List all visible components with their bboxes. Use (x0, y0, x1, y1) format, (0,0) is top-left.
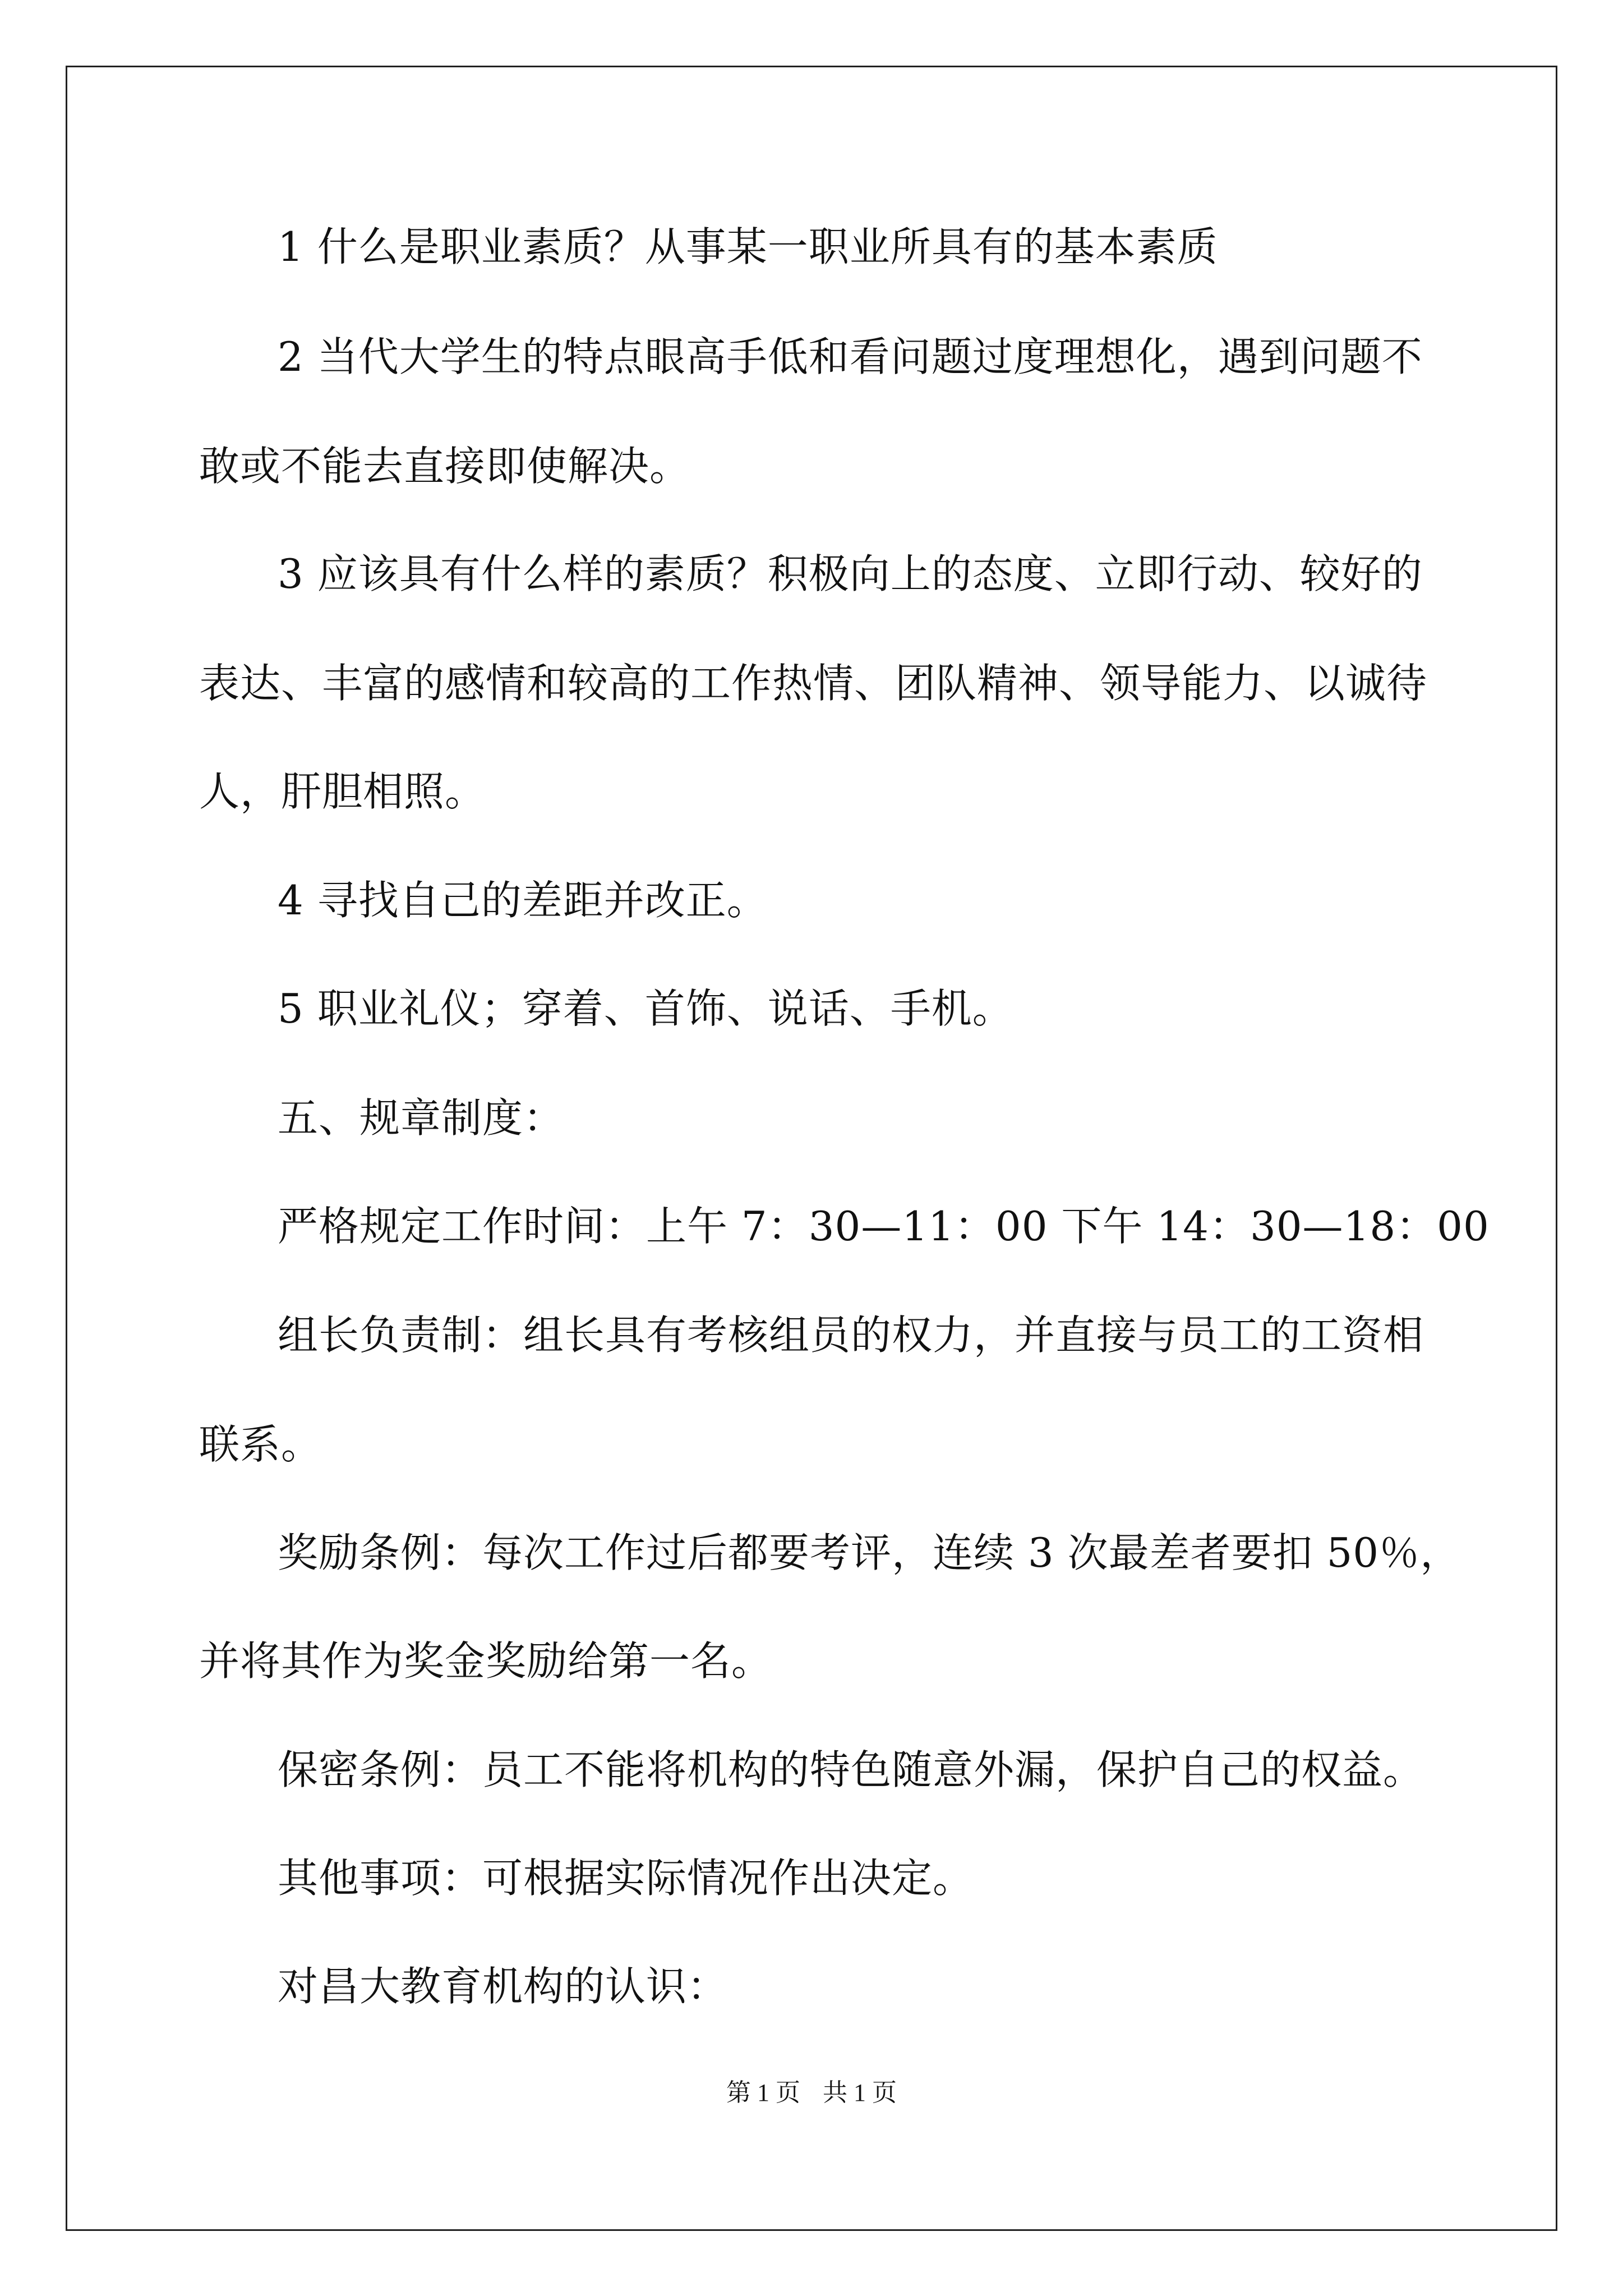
paragraph-line: 人，肝胆相照。 (199, 768, 486, 815)
paragraph-line: 1 什么是职业素质？从事某一职业所具有的基本素质 (278, 223, 1218, 270)
paragraph-line: 表达、丰富的感情和较高的工作热情、团队精神、领导能力、以诚待 (199, 660, 1428, 707)
paragraph-line: 3 应该具有什么样的素质？积极向上的态度、立即行动、较好的 (278, 550, 1423, 597)
paragraph-line: 组长负责制：组长具有考核组员的权力，并直接与员工的工资相 (278, 1312, 1424, 1359)
paragraph-line: 奖励条例：每次工作过后都要考评，连续 3 次最差者要扣 50％， (278, 1529, 1461, 1576)
page-total: 共 1 页 (823, 2079, 897, 2106)
paragraph-line: 并将其作为奖金奖励给第一名。 (199, 1637, 773, 1685)
page-number: 第 1 页 (726, 2079, 800, 2106)
paragraph-line: 其他事项：可根据实际情况作出决定。 (278, 1855, 974, 1902)
paragraph-line: 联系。 (199, 1421, 322, 1468)
paragraph-line: 敢或不能去直接即使解决。 (199, 443, 691, 490)
paragraph-line: 4 寻找自己的差距并改正。 (278, 877, 768, 924)
paragraph-line: 保密条例：员工不能将机构的特色随意外漏，保护自己的权益。 (278, 1746, 1424, 1793)
paragraph-line: 严格规定工作时间：上午 7：30—11：00 下午 14：30—18：00 (278, 1203, 1490, 1250)
paragraph-line: 对昌大教育机构的认识： (278, 1963, 728, 2010)
section-heading: 五、规章制度： (278, 1094, 565, 1142)
page-footer (0, 2077, 1623, 2109)
paragraph-line: 5 职业礼仪；穿着、首饰、说话、手机。 (278, 985, 1013, 1032)
page-border (66, 66, 1557, 2231)
paragraph-line: 2 当代大学生的特点眼高手低和看问题过度理想化，遇到问题不 (278, 333, 1423, 380)
